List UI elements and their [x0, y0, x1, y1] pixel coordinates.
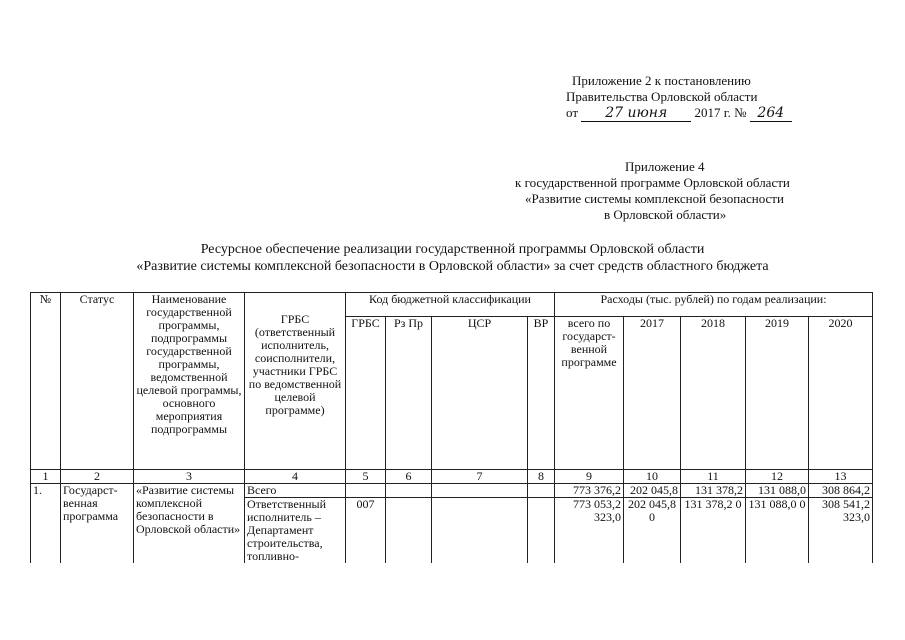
row-2018: 131 378,2 [681, 484, 746, 498]
header-status: Статус [61, 293, 134, 470]
col-number: 7 [432, 470, 528, 484]
empty-cell [386, 498, 432, 564]
header-code-rzpr: Рз Пр [386, 317, 432, 470]
row-code: 007 [346, 498, 386, 564]
header-2018: 2018 [681, 317, 746, 470]
col-number: 3 [134, 470, 245, 484]
column-numbers-row [31, 470, 873, 484]
row2-2020: 308 541,2 323,0 [809, 498, 873, 564]
header-num: № [31, 293, 61, 470]
empty-cell [346, 484, 386, 498]
appendix-line-1: Приложение 4 [625, 159, 705, 174]
appendix-line-2: к государственной программе Орловской области [515, 175, 790, 190]
row-num: 1. [31, 484, 61, 564]
row-2019: 131 088,0 [746, 484, 809, 498]
header-2019: 2019 [746, 317, 809, 470]
col-number: 4 [245, 470, 346, 484]
col-number: 2 [61, 470, 134, 484]
empty-cell [432, 498, 528, 564]
header-2017: 2017 [624, 317, 681, 470]
empty-cell [528, 498, 555, 564]
empty-cell [432, 484, 528, 498]
col-number: 1 [31, 470, 61, 484]
empty-cell [386, 484, 432, 498]
appendix-line-4: в Орловской области» [604, 207, 727, 222]
header-total: всего по государст-венной программе [555, 317, 624, 470]
row2-2019: 131 088,0 0 [746, 498, 809, 564]
row-2017: 202 045,8 [624, 484, 681, 498]
header-expenses-group: Расходы (тыс. рублей) по годам реализации: [555, 293, 873, 317]
col-number: 10 [624, 470, 681, 484]
header-name: Наименование государственной программы, подпрограммы государственной программы, ведомственной целевой программы, основного мероприятия подпрограммы [134, 293, 245, 470]
empty-cell [528, 484, 555, 498]
row-grbs-text: Ответственный исполнитель – Департамент строительства, топливно- [245, 498, 346, 564]
document-title-line-2: «Развитие системы комплексной безопасности в Орловской области» за счет средств областного бюджета [136, 259, 769, 274]
col-number: 11 [681, 470, 746, 484]
col-number: 9 [555, 470, 624, 484]
row-name: «Развитие системы комплексной безопасности в Орловской области» [134, 484, 245, 564]
row2-2017: 202 045,8 0 [624, 498, 681, 564]
row-vsego: Всего [245, 484, 346, 498]
header-code-csr: ЦСР [432, 317, 528, 470]
appendix-line-3: «Развитие системы комплексной безопасности [525, 191, 784, 206]
header-code-vr: ВР [528, 317, 555, 470]
header-date-line [566, 105, 792, 122]
header-2020: 2020 [809, 317, 873, 470]
header-line-1: Приложение 2 к постановлению [572, 73, 751, 88]
row-status: Государст-венная программа [61, 484, 134, 564]
header-code-grbs: ГРБС [346, 317, 386, 470]
col-number: 13 [809, 470, 873, 484]
table-row [31, 484, 873, 498]
row2-total: 773 053,2 323,0 [555, 498, 624, 564]
col-number: 8 [528, 470, 555, 484]
row2-2018: 131 378,2 0 [681, 498, 746, 564]
row-total: 773 376,2 [555, 484, 624, 498]
header-prefix: от [566, 105, 579, 120]
col-number: 6 [386, 470, 432, 484]
handwritten-number: 264 [750, 106, 792, 122]
row-2020: 308 864,2 [809, 484, 873, 498]
col-number: 12 [746, 470, 809, 484]
handwritten-date: 27 июня [581, 106, 691, 122]
header-year: 2017 г. № [694, 105, 747, 120]
document-title-line-1: Ресурсное обеспечение реализации государственной программы Орловской области [200, 242, 705, 257]
header-line-2: Правительства Орловской области [566, 89, 758, 104]
resource-table [30, 292, 873, 563]
header-code-group: Код бюджетной классификации [346, 293, 555, 317]
header-grbs: ГРБС (ответственный исполнитель, соисполнители, участники ГРБС по ведомственной целевой программе) [245, 293, 346, 470]
col-number: 5 [346, 470, 386, 484]
